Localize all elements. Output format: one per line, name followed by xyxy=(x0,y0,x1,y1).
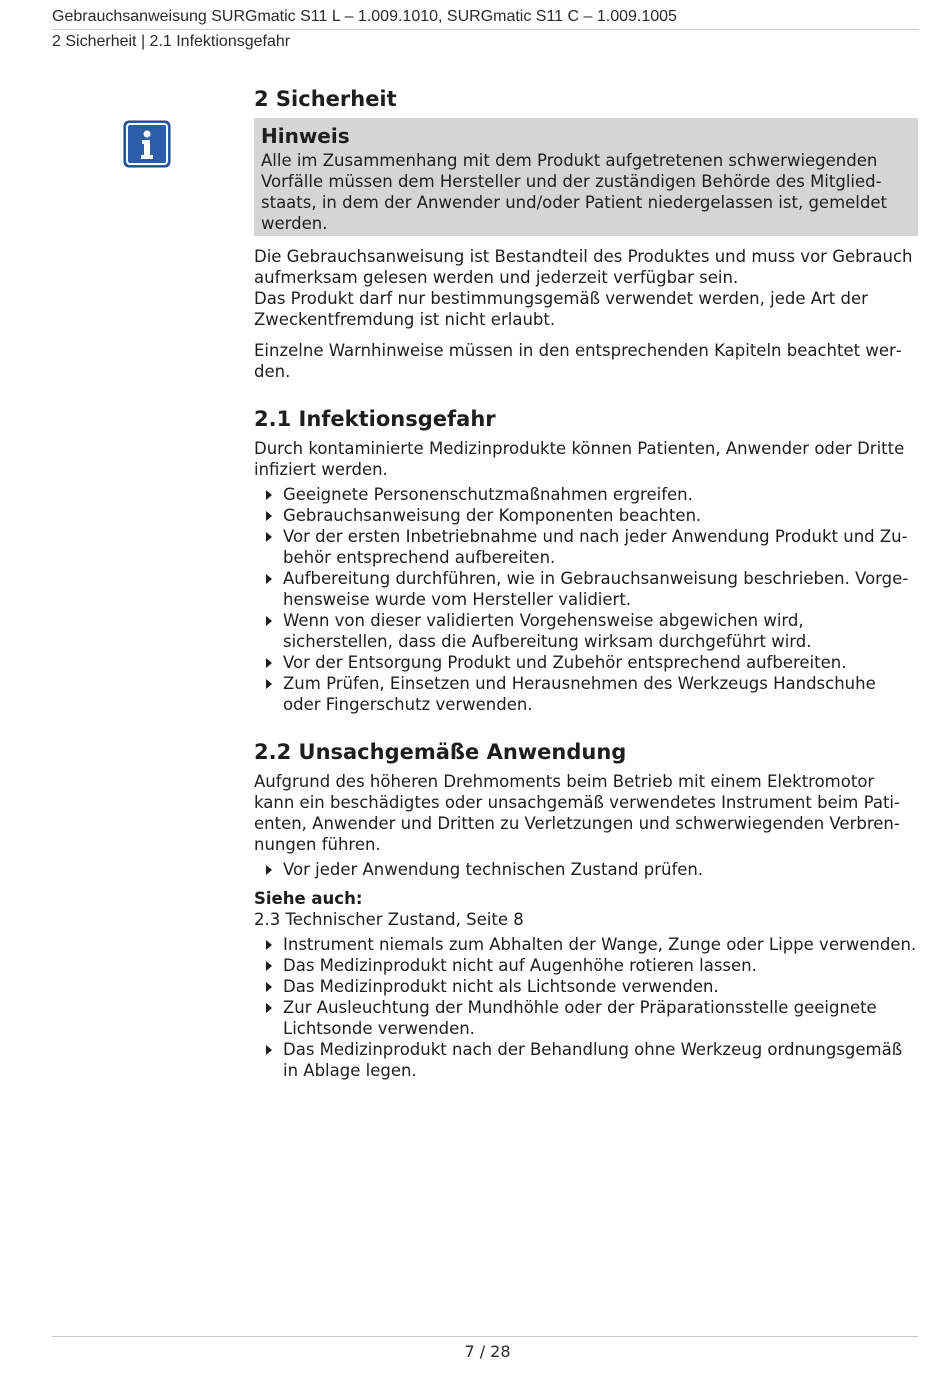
paragraph-anwendung-intro: Aufgrund des höheren Drehmoments beim Betrieb mit einem Elektromotor kann ein beschädigtes oder unsachgemäß verwendetes Instrument beim Patienten, Anwender und Dritten zu Verletzungen und schwerwiegenden Verbrennungen führen. xyxy=(254,772,900,854)
section-heading-infektionsgefahr: 2.1 Infektionsgefahr xyxy=(254,407,496,431)
hinweis-text: Alle im Zusammenhang mit dem Produkt aufgetretenen schwerwiegenden Vorfälle müssen dem Hersteller und der zuständigen Behörde des Mitgliedstaats, in dem der Anwender und/oder Patient niedergelassen ist, gemeldet werden. xyxy=(261,151,887,233)
info-icon xyxy=(123,120,171,168)
list-item: Geeignete Personenschutzmaßnahmen ergreifen. xyxy=(254,484,918,505)
paragraph-gebrauchsanweisung: Die Gebrauchsanweisung ist Bestandteil des Produktes und muss vor Gebrauch aufmerksam gelesen werden und jederzeit verfügbar sein. xyxy=(254,247,913,287)
arrow-bullet-icon xyxy=(266,1003,272,1013)
paragraph-warnhinweise: Einzelne Warnhinweise müssen in den entsprechenden Kapiteln beachtet werden. xyxy=(254,341,902,381)
arrow-bullet-icon xyxy=(266,658,272,668)
arrow-bullet-icon xyxy=(266,574,272,584)
list-item: Vor der Entsorgung Produkt und Zubehör entsprechend aufbereiten. xyxy=(254,652,918,673)
arrow-bullet-icon xyxy=(266,865,272,875)
section-heading-sicherheit: 2 Sicherheit xyxy=(254,87,397,111)
arrow-bullet-icon xyxy=(266,532,272,542)
list-item: Aufbereitung durchführen, wie in Gebrauchsanweisung beschrieben. Vorgehensweise wurde vom Hersteller validiert. xyxy=(254,568,918,610)
footer-divider xyxy=(52,1336,918,1337)
list-item: Das Medizinprodukt nicht auf Augenhöhe rotieren lassen. xyxy=(254,955,918,976)
arrow-bullet-icon xyxy=(266,982,272,992)
list-item: Wenn von dieser validierten Vorgehensweise abgewichen wird, sicherstellen, dass die Aufbereitung wirksam durchgeführt wird. xyxy=(254,610,918,652)
breadcrumb: 2 Sicherheit | 2.1 Infektionsgefahr xyxy=(52,33,291,50)
list-item: Instrument niemals zum Abhalten der Wange, Zunge oder Lippe verwenden. xyxy=(254,934,918,955)
see-also-label: Siehe auch: xyxy=(254,889,363,908)
check-instruction-list xyxy=(254,859,918,880)
paragraph-infektion-intro: Durch kontaminierte Medizinprodukte können Patienten, Anwender oder Dritte infiziert werden. xyxy=(254,439,905,479)
main-content xyxy=(254,84,918,1081)
see-also-link[interactable]: 2.3 Technischer Zustand, Seite 8 xyxy=(254,910,524,929)
header-divider xyxy=(52,29,918,30)
list-item: Vor der ersten Inbetriebnahme und nach jeder Anwendung Produkt und Zubehör entsprechend aufbereiten. xyxy=(254,526,918,568)
document-title: Gebrauchsanweisung SURGmatic S11 L – 1.009.1010, SURGmatic S11 C – 1.009.1005 xyxy=(52,8,677,25)
arrow-bullet-icon xyxy=(266,511,272,521)
list-item: Zur Ausleuchtung der Mundhöhle oder der Präparationsstelle geeignete Lichtsonde verwenden. xyxy=(254,997,918,1039)
anwendung-instruction-list xyxy=(254,934,918,1081)
list-item: Das Medizinprodukt nach der Behandlung ohne Werkzeug ordnungsgemäß in Ablage legen. xyxy=(254,1039,918,1081)
arrow-bullet-icon xyxy=(266,616,272,626)
section-heading-unsachgemaesse-anwendung: 2.2 Unsachgemäße Anwendung xyxy=(254,740,627,764)
arrow-bullet-icon xyxy=(266,961,272,971)
page-number: 7 / 28 xyxy=(464,1342,511,1361)
list-item: Zum Prüfen, Einsetzen und Herausnehmen des Werkzeugs Handschuhe oder Fingerschutz verwenden. xyxy=(254,673,918,715)
list-item: Vor jeder Anwendung technischen Zustand prüfen. xyxy=(254,859,918,880)
hinweis-title: Hinweis xyxy=(261,124,350,148)
list-item: Das Medizinprodukt nicht als Lichtsonde verwenden. xyxy=(254,976,918,997)
arrow-bullet-icon xyxy=(266,940,272,950)
infektion-instruction-list xyxy=(254,484,918,715)
arrow-bullet-icon xyxy=(266,1045,272,1055)
paragraph-bestimmungsgemaess: Das Produkt darf nur bestimmungsgemäß verwendet werden, jede Art der Zweckentfremdung ist nicht erlaubt. xyxy=(254,289,868,329)
arrow-bullet-icon xyxy=(266,679,272,689)
list-item: Gebrauchsanweisung der Komponenten beachten. xyxy=(254,505,918,526)
hinweis-notice xyxy=(254,118,918,236)
arrow-bullet-icon xyxy=(266,490,272,500)
